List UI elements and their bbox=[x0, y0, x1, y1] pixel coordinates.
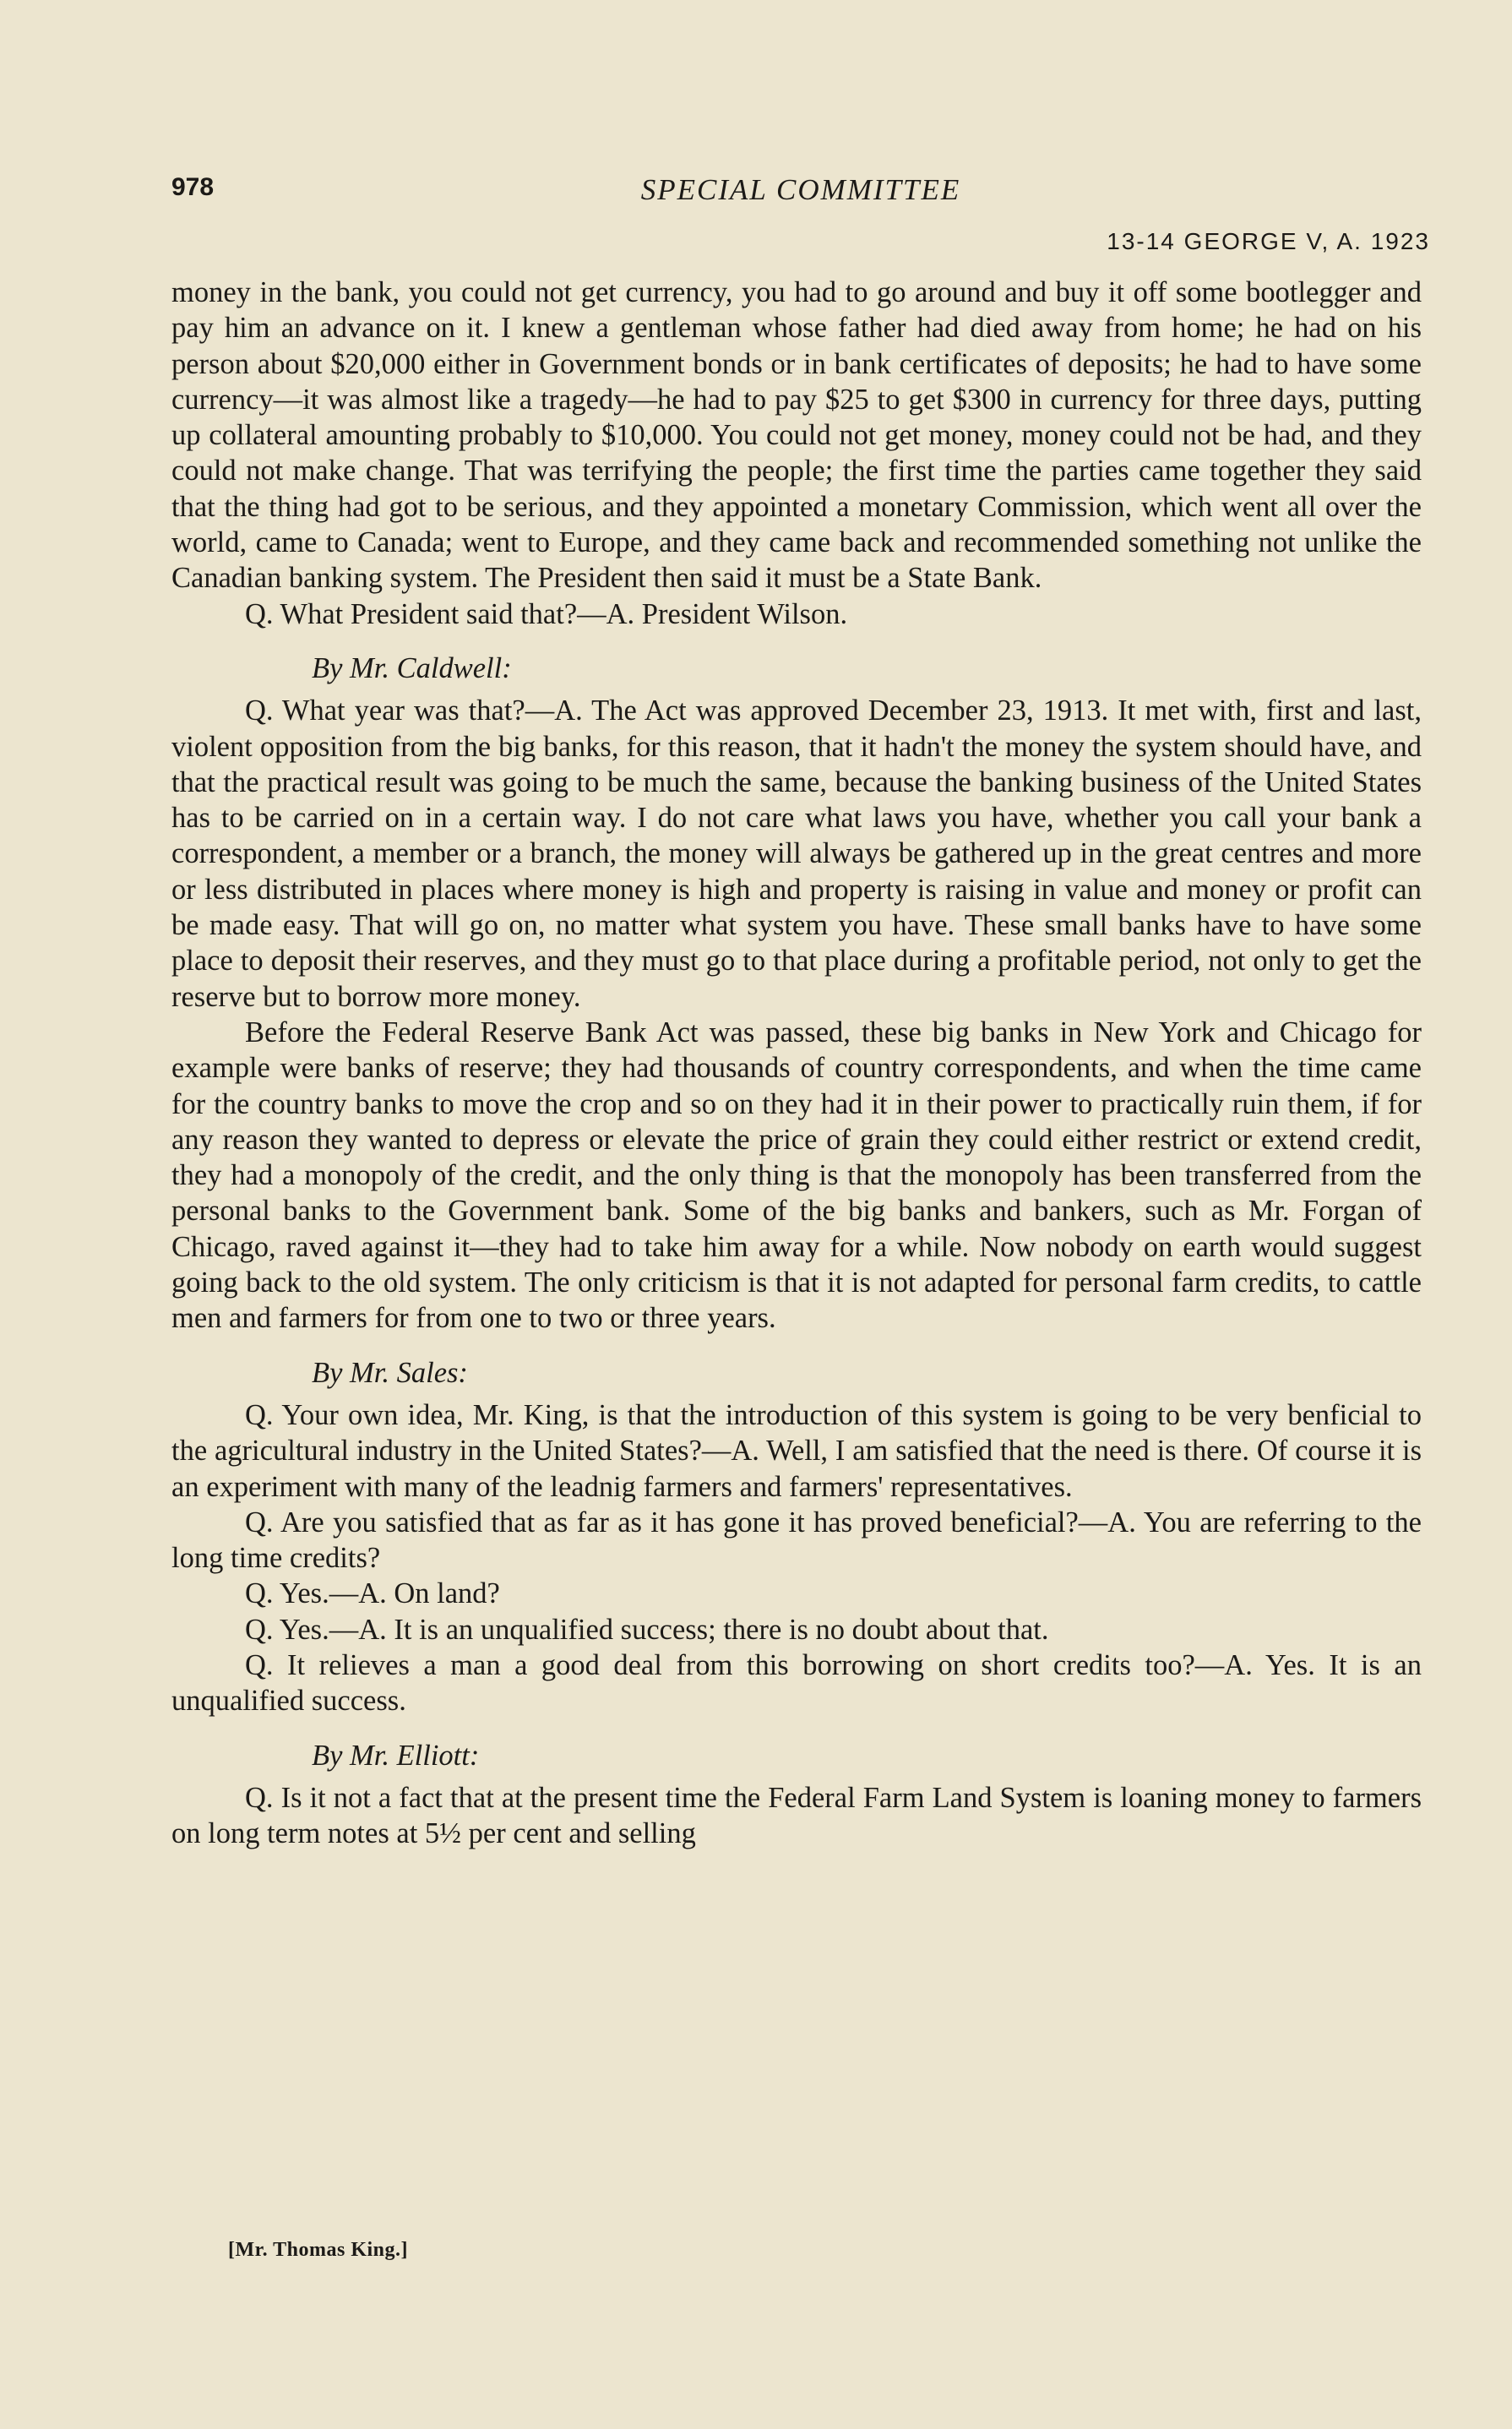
question-answer: Q. What President said that?—A. President Wilson. bbox=[245, 597, 848, 630]
witness-footnote: [Mr. Thomas King.] bbox=[228, 2239, 409, 2261]
question-answer: Q. What year was that?—A. The Act was approved December 23, 1913. It met with, first and last, violent opposition from the big banks, for this reason, that it hadn't the money the system should have, and that the practical result was going to be much the same, because the banking business of the United States has to be carried on in a certain way. I do not care what laws you have, whether you call your bank a correspondent, a member or a branch, the money will always be gathered up in the great centres and more or less distributed in places where money is high and property is raising in value and money or profit can be made easy. That will go on, no matter what system you have. These small banks have to have some place to deposit their reserves, and they must go to that place during a profitable period, not only to get the reserve but to borrow more money. bbox=[171, 694, 1422, 1013]
question-answer: Q. Yes.—A. It is an unqualified success; there is no doubt about that. bbox=[245, 1613, 1049, 1646]
paragraph: Before the Federal Reserve Bank Act was passed, these big banks in New York and Chicago for example were banks of reserve; they had thousands of country correspondents, and when the time came for the country banks to move the crop and so on they had it in their power to practically ruin them, if for any reason they wanted to depress or elevate the price of grain they could either restrict or extend credit, they had a monopoly of the credit, and the only thing is that the monopoly has been transferred from the personal banks to the Government bank. Some of the big banks and bankers, such as Mr. Forgan of Chicago, raved against it—they had to take him away for a while. Now nobody on earth would suggest going back to the old system. The only criticism is that it is not adapted for personal farm credits, to cattle men and farmers for from one to two or three years. bbox=[171, 1016, 1422, 1335]
session-line: 13-14 GEORGE V, A. 1923 bbox=[1107, 228, 1430, 254]
page-header bbox=[171, 173, 1430, 215]
question-answer: Q. Are you satisfied that as far as it has gone it has proved beneficial?—A. You are referring to the long time credits? bbox=[171, 1506, 1422, 1575]
question-answer: Q. Is it not a fact that at the present time the Federal Farm Land System is loaning money to farmers on long term notes at 5½ per cent and selling bbox=[171, 1781, 1422, 1850]
speaker-heading: By Mr. Caldwell: bbox=[312, 651, 512, 684]
question-answer: Q. Yes.—A. On land? bbox=[245, 1577, 500, 1610]
running-title: SPECIAL COMMITTEE bbox=[640, 173, 961, 206]
question-answer: Q. It relieves a man a good deal from this borrowing on short credits too?—A. Yes. It is an unqualified success. bbox=[171, 1648, 1422, 1718]
speaker-heading: By Mr. Elliott: bbox=[312, 1739, 480, 1772]
page-number: 978 bbox=[171, 173, 215, 201]
question-answer: Q. Your own idea, Mr. King, is that the introduction of this system is going to be very benficial to the agricultural industry in the United States?—A. Well, I am satisfied that the need is there. Of course it is an experiment with many of the leadnig farmers and farmers' representatives. bbox=[171, 1398, 1422, 1503]
speaker-heading: By Mr. Sales: bbox=[312, 1356, 468, 1389]
paragraph: money in the bank, you could not get currency, you had to go around and buy it off some bootlegger and pay him an advance on it. I knew a gentleman whose father had died away from home; he had on his person about $20,000 either in Government bonds or in bank certificates of deposits; he had to have some currency—it was almost like a tragedy—he had to pay $25 to get $300 in currency for three days, putting up collateral amounting probably to $10,000. You could not get money, money could not be had, and they could not make change. That was terrifying the people; the first time the parties came together they said that the thing had got to be serious, and they appointed a monetary Commission, which went all over the world, came to Canada; went to Europe, and they came back and recommended something not unlike the Canadian banking system. The President then said it must be a State Bank. bbox=[171, 276, 1422, 595]
body-text bbox=[171, 275, 1422, 1851]
